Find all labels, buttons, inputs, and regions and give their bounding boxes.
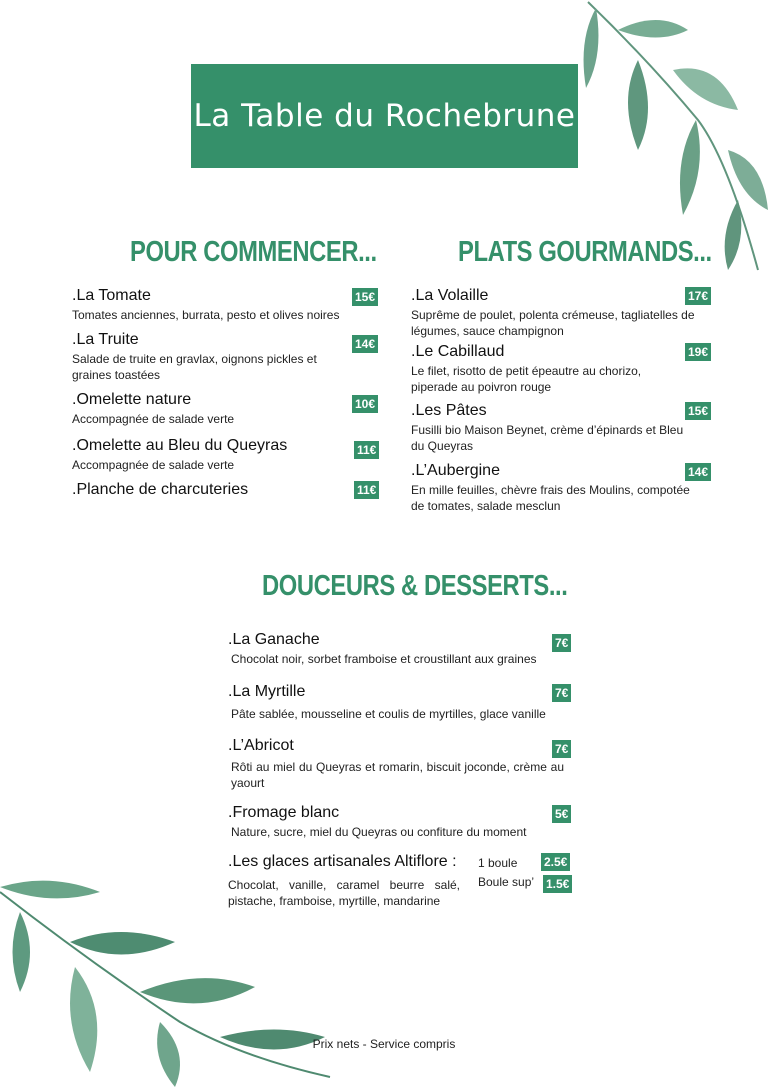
menu-item [228, 683, 558, 722]
item-name: .Omelette nature [72, 391, 192, 408]
restaurant-title: La Table du Rochebrune [193, 98, 576, 134]
item-name: .L’Aubergine [411, 462, 500, 479]
menu-item [228, 631, 558, 667]
item-name: .Les Pâtes [411, 402, 487, 419]
item-description: Le filet, risotto de petit épeautre au chorizo, piperade au poivron rouge [411, 364, 642, 394]
price-badge: 19€ [685, 343, 711, 361]
glace-option-label: Boule sup’ [478, 875, 535, 889]
item-description: Accompagnée de salade verte [72, 412, 235, 426]
footer-note: Prix nets - Service compris [312, 1037, 456, 1051]
menu-item [228, 737, 568, 791]
item-description: Chocolat noir, sorbet framboise et croustillant aux graines [231, 652, 537, 666]
title-banner [191, 64, 578, 168]
item-description: Fusilli bio Maison Beynet, crème d’épinards et Bleu du Queyras [411, 423, 684, 453]
item-name: .Fromage blanc [228, 804, 340, 821]
price-badge: 14€ [685, 463, 711, 481]
price-badge: 5€ [552, 805, 571, 823]
item-name: .Planche de charcuteries [72, 481, 249, 498]
menu-item [411, 462, 706, 514]
price-badge: 15€ [352, 288, 378, 306]
price-badge: 17€ [685, 287, 711, 305]
menu-item [411, 402, 696, 454]
menu-item [72, 287, 357, 323]
item-description: Chocolat, vanille, caramel beurre salé, pistache, framboise, myrtille, mandarine [228, 878, 460, 908]
item-description: Suprême de poulet, polenta crémeuse, tagliatelles de légumes, sauce champignon [411, 308, 695, 338]
price-badge: 1.5€ [543, 875, 572, 893]
menu-item [72, 331, 342, 383]
menu-item [72, 481, 342, 499]
price-badge: 11€ [354, 481, 379, 499]
item-name: .Omelette au Bleu du Queyras [72, 437, 288, 454]
price-badge: 7€ [552, 634, 571, 652]
menu-item [228, 804, 558, 840]
item-name: .La Myrtille [228, 683, 306, 700]
item-description: Salade de truite en gravlax, oignons pickles et graines toastées [72, 352, 317, 382]
item-name: .La Volaille [411, 287, 489, 304]
price-badge: 11€ [354, 441, 379, 459]
price-badge: 14€ [352, 335, 378, 353]
item-description: Tomates anciennes, burrata, pesto et olives noires [72, 308, 340, 322]
item-description: Accompagnée de salade verte [72, 458, 235, 472]
item-description: Rôti au miel du Queyras et romarin, biscuit joconde, crème au yaourt [231, 760, 564, 790]
menu-item [72, 391, 342, 427]
item-name: .La Ganache [228, 631, 320, 648]
item-name: .Les glaces artisanales Altiflore : [228, 853, 457, 870]
item-name: .L’Abricot [228, 737, 294, 754]
item-description: Pâte sablée, mousseline et coulis de myrtilles, glace vanille [231, 707, 546, 721]
menu-item [72, 437, 342, 473]
price-badge: 15€ [685, 402, 711, 420]
item-description: Nature, sucre, miel du Queyras ou confiture du moment [231, 825, 527, 839]
menu-item [411, 287, 696, 339]
item-name: .Le Cabillaud [411, 343, 505, 360]
menu-item [411, 343, 676, 395]
leaf-branch-icon [578, 0, 768, 275]
section-heading-starters: POUR COMMENCER... [130, 236, 377, 268]
price-badge: 10€ [352, 395, 378, 413]
price-badge: 2.5€ [541, 853, 570, 871]
section-heading-mains: PLATS GOURMANDS... [458, 236, 712, 268]
glace-option-label: 1 boule [478, 856, 518, 870]
price-badge: 7€ [552, 684, 571, 702]
item-description: En mille feuilles, chèvre frais des Moulins, compotée de tomates, salade mesclun [411, 483, 690, 513]
item-name: .La Truite [72, 331, 139, 348]
menu-item-glaces [228, 853, 460, 909]
item-name: .La Tomate [72, 287, 151, 304]
section-heading-desserts: DOUCEURS & DESSERTS... [262, 570, 568, 602]
price-badge: 7€ [552, 740, 571, 758]
